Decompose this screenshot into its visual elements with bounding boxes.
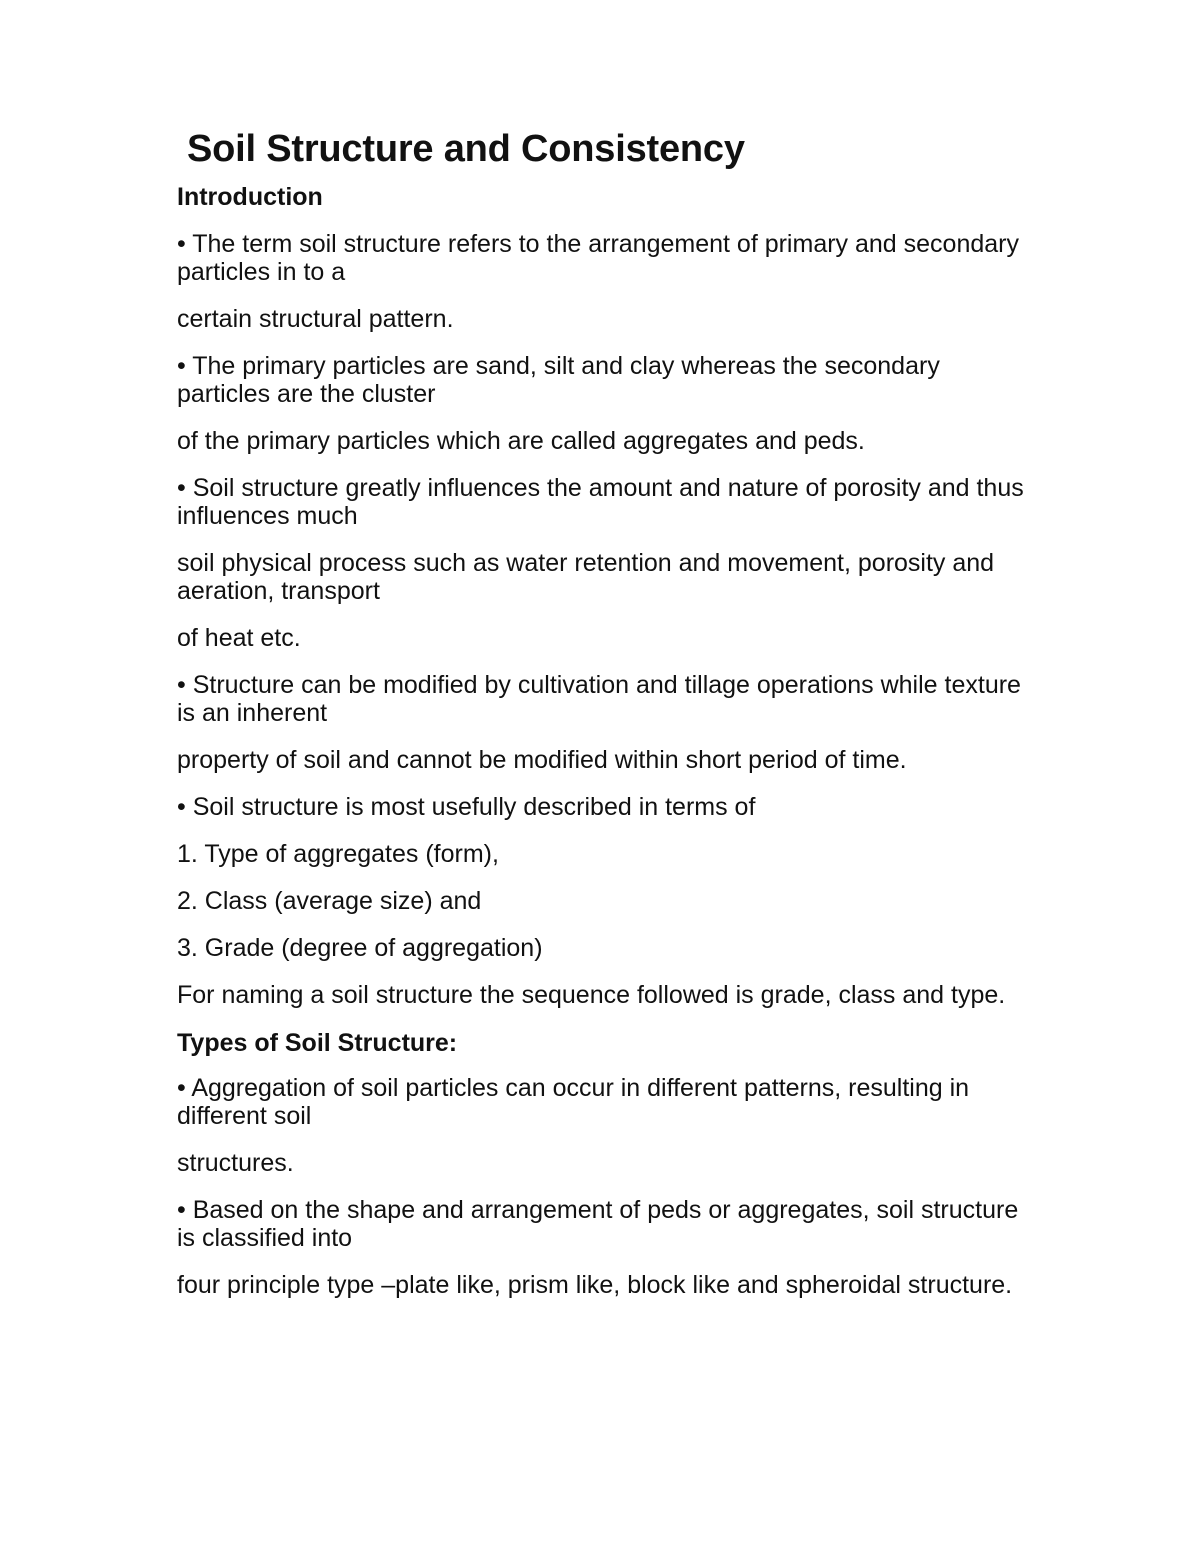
paragraph: soil physical process such as water retention and movement, porosity and aeration, transport	[177, 549, 995, 605]
paragraph: • Structure can be modified by cultivation and tillage operations while texture is an inherent	[177, 671, 1021, 727]
page-title: Soil Structure and Consistency	[187, 128, 745, 170]
document-content	[177, 124, 1037, 1318]
list-item: 1. Type of aggregates (form),	[177, 840, 499, 868]
paragraph: For naming a soil structure the sequence followed is grade, class and type.	[177, 981, 1006, 1009]
paragraph: structures.	[177, 1149, 294, 1177]
section-heading-types: Types of Soil Structure:	[177, 1029, 458, 1057]
paragraph: property of soil and cannot be modified within short period of time.	[177, 746, 907, 774]
paragraph: of heat etc.	[177, 624, 301, 652]
paragraph: of the primary particles which are called aggregates and peds.	[177, 427, 865, 455]
paragraph: • The term soil structure refers to the arrangement of primary and secondary particles in to a	[177, 230, 1019, 286]
paragraph: • Soil structure greatly influences the amount and nature of porosity and thus influences much	[177, 474, 1024, 530]
paragraph: • Aggregation of soil particles can occur in different patterns, resulting in different soil	[177, 1074, 970, 1130]
paragraph: • Soil structure is most usefully described in terms of	[177, 793, 756, 821]
paragraph: • Based on the shape and arrangement of peds or aggregates, soil structure is classified into	[177, 1196, 1019, 1252]
section-heading-introduction: Introduction	[177, 183, 323, 211]
paragraph: certain structural pattern.	[177, 305, 454, 333]
list-item: 3. Grade (degree of aggregation)	[177, 934, 543, 962]
list-item: 2. Class (average size) and	[177, 887, 482, 915]
paragraph: • The primary particles are sand, silt and clay whereas the secondary particles are the cluster	[177, 352, 940, 408]
paragraph: four principle type –plate like, prism like, block like and spheroidal structure.	[177, 1271, 1013, 1299]
